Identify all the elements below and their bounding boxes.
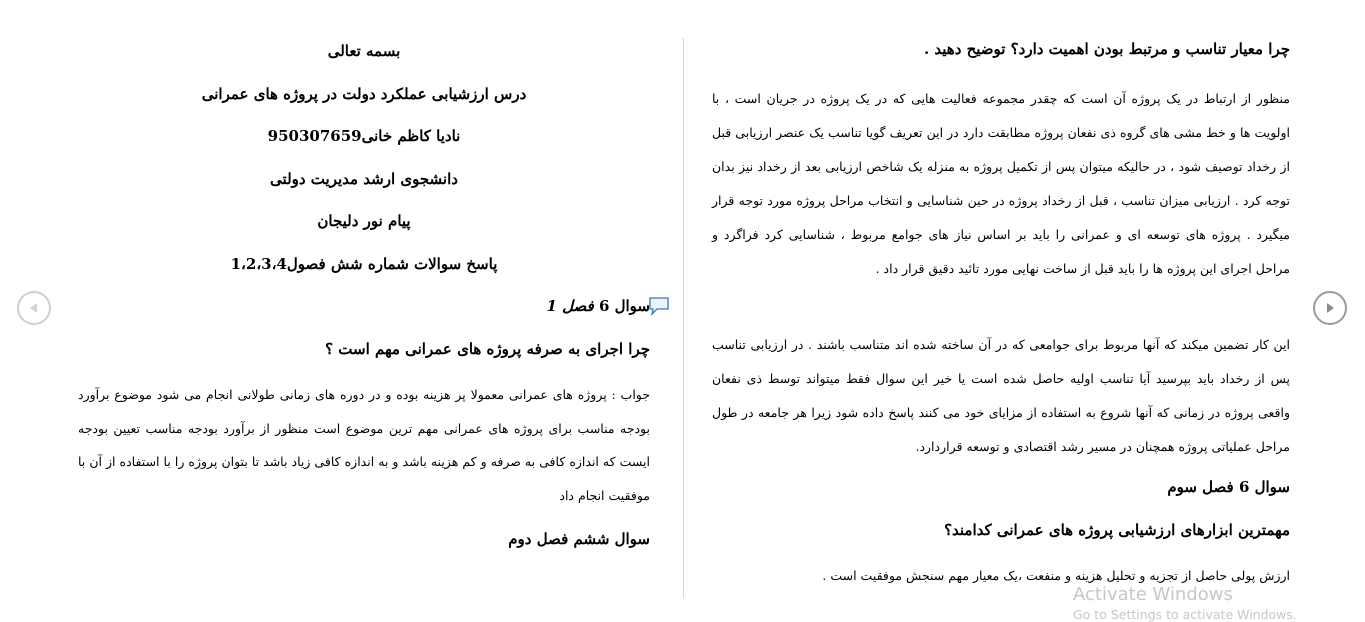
heading-question-6-chapter-1 (547, 297, 650, 315)
question-label: سوال 6 (598, 297, 650, 315)
paragraph-relevance-definition: منظور از ارتباط در یک پروژه آن است که چقدر مجموعه فعالیت هایی که در یک پروژه در جریان است ، با اولویت ها و خط مشی های گروه ذی نفعان پروژه مطابقت دارد در این تعریف گویا تناسب یک عنصر ارزیابی قبل از رخداد توصیف شود ، در حالیکه میتوان پس از تکمیل پروژه به منزله یک شاخص ارزیابی بعد از رخداد نیز بدان توجه کرد . ارزیابی میزان تناسب ، قبل از رخداد پروژه در حین شناسایی و انتخاب مراحل پروژه مورد توجه قرار میگیرد . پروژه های توسعه ای و عمرانی را باید بر اساس نیاز های جوامع مربوط ، شناسایی کرد فراگرد و مراحل اجرای این پروژه ها را باید قبل از ساخت نهایی مورد تائید دقیق قرار داد . (712, 91, 1290, 276)
chevron-left-icon (27, 301, 41, 315)
heading-cost-effective-question: چرا اجرای به صرفه پروژه های عمرانی مهم است ؟ (325, 340, 650, 358)
watermark-subtitle: Go to Settings to activate Windows. (1073, 607, 1297, 622)
paragraph-answer: جواب : پروژه های عمرانی معمولا پر هزینه بوده و در دوره های زمانی طولانی انجام می شود موضوع برآورد بودجه مناسب برای پروژه های عمرانی مهم ترین موضوع است منظور از برآورد بودجه مناسب تعیین بودجه ایست که اندازه کافی به صرفه و کم هزینه باشد و به اندازه کافی زیاد باشد تا بتوان پروژه را با استفاده از آن با موفقیت انجام داد (78, 387, 650, 503)
watermark-title: Activate Windows (1073, 584, 1233, 605)
comment-icon[interactable] (648, 296, 670, 316)
paragraph-relevance-evaluation: این کار تضمین میکند که آنها مربوط برای جوامعی که در آن ساخته شده اند متناسب باشند . در ارزیابی تناسب پس از رخداد باید بپرسید آیا تناسب اولیه حاصل شده است یا خیر این سوال فقط میتواند توسط ذی نفعان واقعی پروژه در زمانی که آنها شروع به استفاده از مزایای خود می کنند پاسخ داده شود زیرا هر جامعه در طول مراحل عملیاتی پروژه همچنان در مسیر رشد اقتصادی و توسعه قراردارد. (712, 337, 1290, 454)
title-university: پیام نور دلیجان (317, 212, 411, 230)
chevron-right-icon (1323, 301, 1337, 315)
title-course-name: درس ارزشیابی عملکرد دولت در پروژه های عمرانی (201, 85, 527, 103)
page-divider (683, 38, 684, 598)
paragraph-monetary-value: ارزش پولی حاصل از تجزیه و تحلیل هزینه و منفعت ،یک معیار مهم سنجش موفقیت است . (822, 568, 1290, 583)
previous-page-button[interactable] (17, 291, 51, 325)
title-answers-description: پاسخ سوالات شماره شش فصول1،2،3،4 (230, 255, 498, 273)
chapter-label: فصل 1 (546, 297, 594, 315)
next-page-button[interactable] (1313, 291, 1347, 325)
title-basmeh-taali: بسمه تعالی (327, 42, 401, 60)
heading-relevance-question: چرا معیار تناسب و مرتبط بودن اهمیت دارد؟ توضیح دهید . (923, 40, 1290, 58)
heading-evaluation-tools-question: مهمترین ابزارهای ارزشیابی پروژه های عمرانی کدامند؟ (944, 521, 1290, 539)
title-student-program: دانشجوی ارشد مدیریت دولتی (270, 170, 458, 188)
left-page (78, 0, 650, 621)
activate-windows-watermark (1073, 584, 1297, 622)
title-student-name-id: نادیا کاظم خانی950307659 (267, 127, 461, 145)
heading-question-6-chapter-2: سوال ششم فصل دوم (508, 530, 650, 548)
heading-question-6-chapter-3: سوال 6 فصل سوم (1167, 478, 1290, 496)
right-page (712, 0, 1290, 621)
